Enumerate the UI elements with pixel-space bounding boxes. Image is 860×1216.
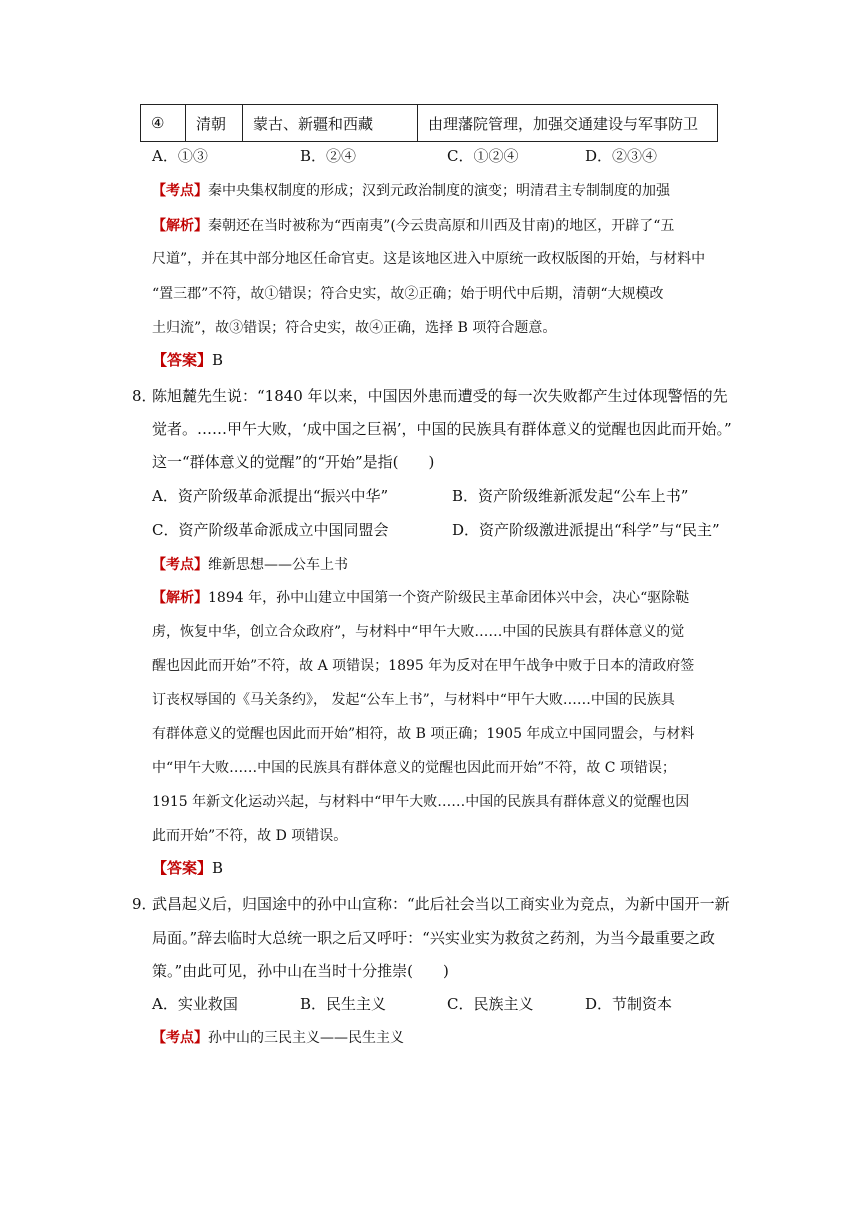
q7-jiexi-line-3: “置三郡”不符，故①错误；符合史实，故②正确；始于明代中后期，清朝“大规模改 (152, 286, 664, 302)
q8-number: 8． (132, 387, 157, 405)
q8-stem-line-1: 陈旭麓先生说：“1840 年以来，中国因外患而遭受的每一次失败都产生过体现警悟的先 (152, 387, 728, 405)
q8-option-c: C．资产阶级革命派成立中国同盟会 (152, 521, 389, 539)
answer-value: B (212, 859, 224, 877)
q9-kaodian (152, 1028, 404, 1048)
q9-number: 9． (132, 895, 157, 913)
q8-jiexi-line-8: 此而开始”不符，故 D 项错误。 (152, 828, 348, 844)
q8-answer (152, 858, 223, 878)
table-cell-region: 蒙古、新疆和西藏 (243, 105, 418, 142)
kaodian-tag: 【考点】 (152, 183, 208, 199)
q7-option-d: D．②③④ (585, 147, 658, 165)
kaodian-text: 维新思想——公车上书 (208, 557, 348, 573)
q9-stem-line-3: 策。”由此可见，孙中山在当时十分推崇( ) (152, 962, 449, 980)
kaodian-tag: 【考点】 (152, 1030, 208, 1046)
answer-value: B (212, 351, 224, 369)
q8-kaodian (152, 555, 348, 575)
jiexi-text: 秦朝还在当时被称为“西南夷”(今云贵高原和川西及甘南)的地区，开辟了“五 (208, 218, 675, 234)
q8-stem-line-2: 觉者。……甲午大败，‘成中国之巨祸’，中国的民族具有群体意义的觉醒也因此而开始。” (152, 420, 732, 438)
q7-option-c: C．①②④ (447, 147, 519, 165)
q8-jiexi-line-7: 1915 年新文化运动兴起，与材料中“甲午大败……中国的民族具有群体意义的觉醒也因 (152, 794, 690, 810)
q7-jiexi-line-2: 尺道”，并在其中部分地区任命官吏。这是该地区进入中原统一政权版图的开始，与材料中 (152, 251, 706, 267)
q7-option-a: A．①③ (152, 147, 208, 165)
answer-tag: 【答案】 (152, 859, 213, 877)
q8-jiexi-line-4: 订丧权辱国的《马关条约》， 发起“公车上书”，与材料中“甲午大败……中国的民族具 (152, 692, 675, 708)
q8-option-b: B．资产阶级维新派发起“公车上书” (452, 487, 689, 505)
q8-stem-line-3: 这一“群体意义的觉醒”的“开始”是指( ) (152, 453, 435, 471)
q8-option-d: D．资产阶级激进派提出“科学”与“民主” (452, 521, 720, 539)
table-cell-num: ④ (141, 105, 186, 142)
q9-option-b: B．民生主义 (300, 995, 387, 1013)
q8-jiexi-line-5: 有群体意义的觉醒也因此而开始”相符，故 B 项正确；1905 年成立中国同盟会，与材料 (152, 726, 695, 742)
q9-option-d: D．节制资本 (585, 995, 673, 1013)
jiexi-tag: 【解析】 (152, 590, 208, 606)
q9-option-a: A．实业救国 (152, 995, 238, 1013)
q7-answer (152, 350, 223, 370)
option-table (140, 104, 718, 142)
q7-kaodian (152, 181, 670, 201)
jiexi-tag: 【解析】 (152, 218, 208, 234)
table-cell-measure: 由理藩院管理，加强交通建设与军事防卫 (418, 105, 718, 142)
q8-option-a: A．资产阶级革命派提出“振兴中华” (152, 487, 389, 505)
q7-option-b: B．②④ (300, 147, 357, 165)
q9-stem-line-2: 局面。”辞去临时大总统一职之后又呼吁：“兴实业实为救贫之药剂，为当今最重要之政 (152, 929, 715, 947)
table-row (141, 105, 718, 142)
kaodian-tag: 【考点】 (152, 557, 208, 573)
q8-jiexi-line-1 (152, 588, 689, 608)
q9-option-c: C．民族主义 (447, 995, 534, 1013)
answer-tag: 【答案】 (152, 351, 213, 369)
q7-jiexi-line-1 (152, 216, 674, 236)
kaodian-text: 秦中央集权制度的形成；汉到元政治制度的演变；明清君主专制制度的加强 (208, 183, 670, 199)
q7-jiexi-line-4: 土归流”，故③错误；符合史实，故④正确，选择 B 项符合题意。 (152, 320, 557, 336)
kaodian-text: 孙中山的三民主义——民生主义 (208, 1030, 404, 1046)
q8-jiexi-line-6: 中“甲午大败……中国的民族具有群体意义的觉醒也因此而开始”不符，故 C 项错误； (152, 760, 676, 776)
table-cell-dynasty: 清朝 (186, 105, 243, 142)
q8-jiexi-line-3: 醒也因此而开始”不符，故 A 项错误；1895 年为反对在甲午战争中败于日本的清政府签 (152, 658, 695, 674)
q9-stem-line-1: 武昌起义后，归国途中的孙中山宣称：“此后社会当以工商实业为竞点，为新中国开一新 (152, 895, 730, 913)
q8-jiexi-line-2: 虏，恢复中华，创立合众政府”，与材料中“甲午大败……中国的民族具有群体意义的觉 (152, 624, 685, 640)
jiexi-text: 1894 年，孙中山建立中国第一个资产阶级民主革命团体兴中会，决心“驱除鞑 (208, 590, 690, 606)
